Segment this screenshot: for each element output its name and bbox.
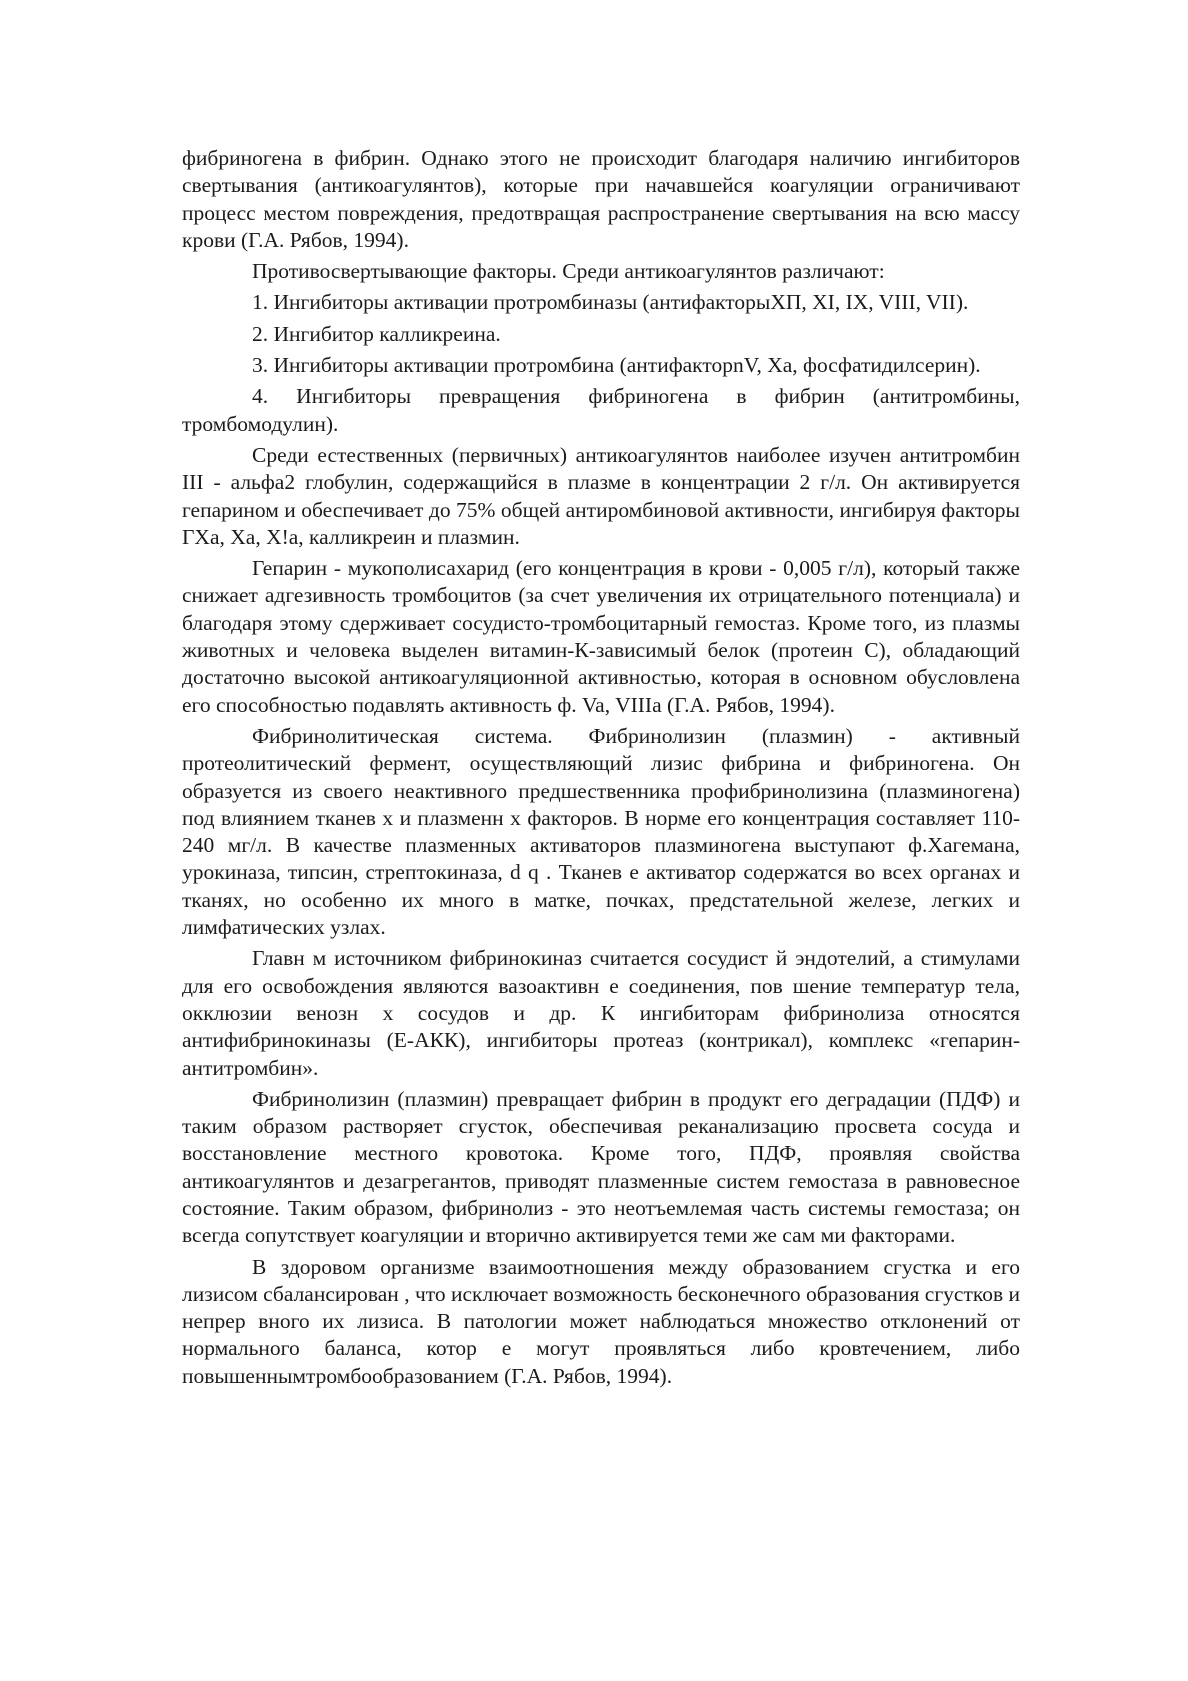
- paragraph-antithrombin: Среди естественных (первичных) антикоагулянтов наиболее изучен антитромбин III - альфа2 глобулин, содержащийся в плазме в концентрации 2 г/л. Он активируется гепарином и обеспечивает до 75% общей антиромбиновой активности, ингибируя факторы ГХа, Ха, Х!а, калликреин и плазмин.: [182, 442, 1020, 549]
- list-item-prothrombinase-inhibitors: 1. Ингибиторы активации протромбиназы (антифакторыХП, XI, IX, VIII, VII).: [252, 290, 969, 315]
- paragraph-fibrinokinase-source: Главн м источником фибринокиназ считается сосудист й эндотелий, а стимулами для его освобождения являются вазоактивн е соединения, пов шение температур тела, окклюзии венозн х сосудов и др. К ингибиторам фибринолиза относятся антифибринокиназы (Е-АКК), ингибиторы протеаз (контрикал), комплекс «гепарин-антитромбин».: [182, 946, 1020, 1080]
- paragraph-healthy-balance: В здоровом организме взаимоотношения между образованием сгустка и его лизисом сбалансирован , что исключает возможность бесконечного образования сгустков и непрер вного их лизиса. В патологии может наблюдаться множество отклонений от нормального баланса, котор е могут проявляться либо кровтечением, либо повышеннымтромбообразованием (Г.А. Рябов, 1994).: [182, 1254, 1020, 1388]
- paragraph-anticoagulant-factors: Противосвертывающие факторы. Среди антикоагулянтов различают:: [252, 259, 885, 284]
- list-item-kallikrein-inhibitor: 2. Ингибитор калликреина.: [252, 321, 501, 346]
- paragraph-heparin: Гепарин - мукополисахарид (его концентрация в крови - 0,005 г/л), который также снижает адгезивность тромбоцитов (за счет увеличения их отрицательного потенциала) и благодаря этому сдерживает сосудисто-тромбоцитарный гемостаз. Кроме того, из плазмы животных и человека выделен витамин-К-зависимый белок (протеин С), обладающий достаточно высокой антикоагуляционной активностью, которая в основном обусловлена его способностью подавлять активность ф. Va, VIIIa (Г.А. Рябов, 1994).: [182, 556, 1020, 717]
- document-body: [182, 145, 1020, 1390]
- paragraph-fibrinolytic-system: Фибринолитическая система. Фибринолизин (плазмин) - активный протеолитический фермент, осуществляющий лизис фибрина и фибриногена. Он образуется из своего неактивного предшественника профибринолизина (плазминогена) под влиянием тканев х и плазменн х факторов. В норме его концентрация составляет 110-240 мг/л. В качестве плазменных активаторов плазминогена выступают ф.Хагемана, урокиназа, типсин, стрептокиназа, d q . Тканев е активатор содержатся во всех органах и тканях, но особенно их много в матке, почках, предстательной железе, легких и лимфатических узлах.: [182, 723, 1020, 940]
- list-item-prothrombin-inhibitors: 3. Ингибиторы активации протромбина (антифакторnV, Ха, фосфатидилсерин).: [252, 353, 981, 378]
- paragraph-fibrinolysin-action: Фибринолизин (плазмин) превращает фибрин в продукт его деградации (ПДФ) и таким образом растворяет сгусток, обеспечивая реканализацию просвета сосуда и восстановление местного кровотока. Кроме того, ПДФ, проявляя свойства антикоагулянтов и дезагрегантов, приводят плазменные систем гемостаза в равновесное состояние. Таким образом, фибринолиз - это неотъемлемая часть системы гемостаза; он всегда сопутствует коагуляции и вторично активируется теми же сам ми факторами.: [182, 1086, 1020, 1248]
- list-item-fibrinogen-conversion-inhibitors: 4. Ингибиторы превращения фибриногена в фибрин (антитромбины, тромбомодулин).: [182, 384, 1020, 436]
- paragraph-fibrinogen-intro: фибриногена в фибрин. Однако этого не происходит благодаря наличию ингибиторов свертывания (антикоагулянтов), которые при начавшейся коагуляции ограничивают процесс местом повреждения, предотвращая распространение свертывания на всю массу крови (Г.А. Рябов, 1994).: [182, 146, 1020, 252]
